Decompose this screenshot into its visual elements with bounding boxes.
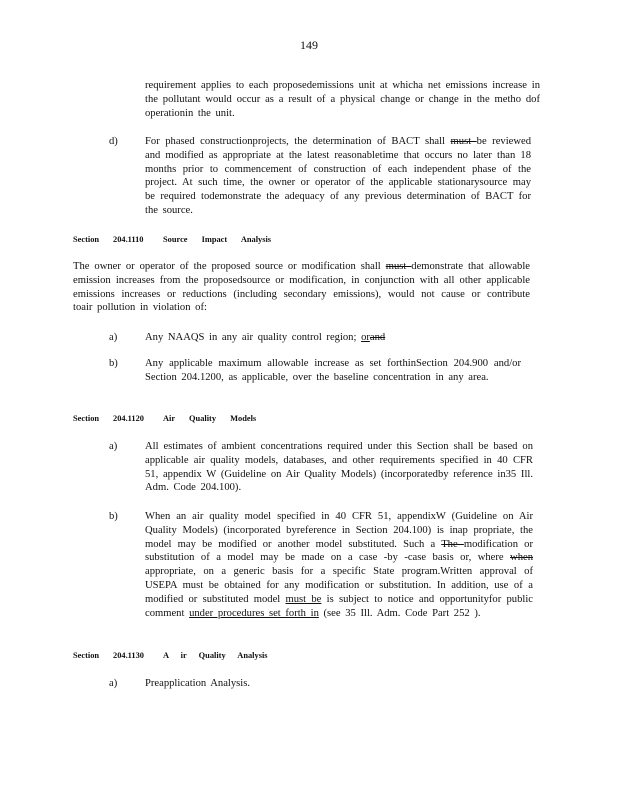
intro-paragraph: requirement applies to each proposedemissions unit at whicha net emissions increase in the pollutant would occur as a result of a physical change or change in the metho dof operationin the unit. xyxy=(145,80,540,119)
section-number: 204.1110 xyxy=(113,235,144,244)
item-d-text: For phased constructionprojects, the determination of BACT shall must be reviewed and modified as appropriate at the latest reasonabletime that occurs no later than 18 months prior to commencement of construction of each independent phase of the project. At such time, the owner or operator of the applicable stationarysource may be required todemonstrate the adequacy of any previous determination of BACT for the source. xyxy=(145,136,531,216)
section-title: Air Quality Models xyxy=(163,414,257,423)
underlined-text: or xyxy=(361,332,370,343)
item-a1-text: Any NAAQS in any air quality control region; orand xyxy=(145,332,386,343)
struck-text: and xyxy=(369,332,386,343)
struck-text: must xyxy=(385,261,412,272)
item-b1-label: b) xyxy=(109,358,118,369)
item-a2-label: a) xyxy=(109,441,118,452)
item-a3-label: a) xyxy=(109,678,118,689)
item-b2-label: b) xyxy=(109,511,118,522)
item-a2-text: All estimates of ambient concentrations required under this Section shall be based on applicable air quality models, databases, and other requirements specified in 40 CFR 51, appendix W (Guideline on Air Quality Models) (incorporatedby reference in35 Ill. Adm. Code 204.100). xyxy=(145,441,533,494)
section-title: Source Impact Analysis xyxy=(163,235,272,244)
item-b2-text: When an air quality model specified in 40 CFR 51, appendixW (Guideline on Air Quality Models) (incorporated byreference in Section 204.100) is inap propriate, the model may be modified or another model substituted. Such a The modification or substitution of a model may be made on a case -by -case basis or, where when appropriate, on a generic basis for a specific State program.Written approval of USEPA must be obtained for any modification or substitution. In addition, use of a modified or substituted model must be is subject to notice and opportunityfor public comment under procedures set forth in (see 35 Ill. Adm. Code Part 252 ). xyxy=(145,511,534,619)
section-word: Section xyxy=(73,414,100,423)
section-number: 204.1120 xyxy=(113,414,144,423)
section-number: 204.1130 xyxy=(113,651,144,660)
page-number: 149 xyxy=(300,38,318,52)
item-d-label: d) xyxy=(109,136,118,147)
item-b1-text: Any applicable maximum allowable increase as set forthinSection 204.900 and/or Section 204.1200, as applicable, over the baseline concentration in any area. xyxy=(145,358,521,383)
section-word: Section xyxy=(73,235,100,244)
section-1110-paragraph: The owner or operator of the proposed source or modification shall must demonstrate that allowable emission increases from the proposedsource or modification, in conjunction with all other applicable emissions increases or reductions (including secondary emissions), would not cause or contribute toair pollution in violation of: xyxy=(73,261,530,314)
item-a3-text: Preapplication Analysis. xyxy=(145,678,250,689)
section-word: Section xyxy=(73,651,100,660)
item-a1-label: a) xyxy=(109,332,118,343)
struck-text: when xyxy=(510,552,533,564)
section-title: A ir Quality Analysis xyxy=(163,651,268,660)
struck-text: The xyxy=(441,538,464,550)
underlined-text: under procedures set forth in xyxy=(189,607,319,619)
struck-text: must xyxy=(450,136,477,147)
underlined-text: must be xyxy=(285,593,322,605)
